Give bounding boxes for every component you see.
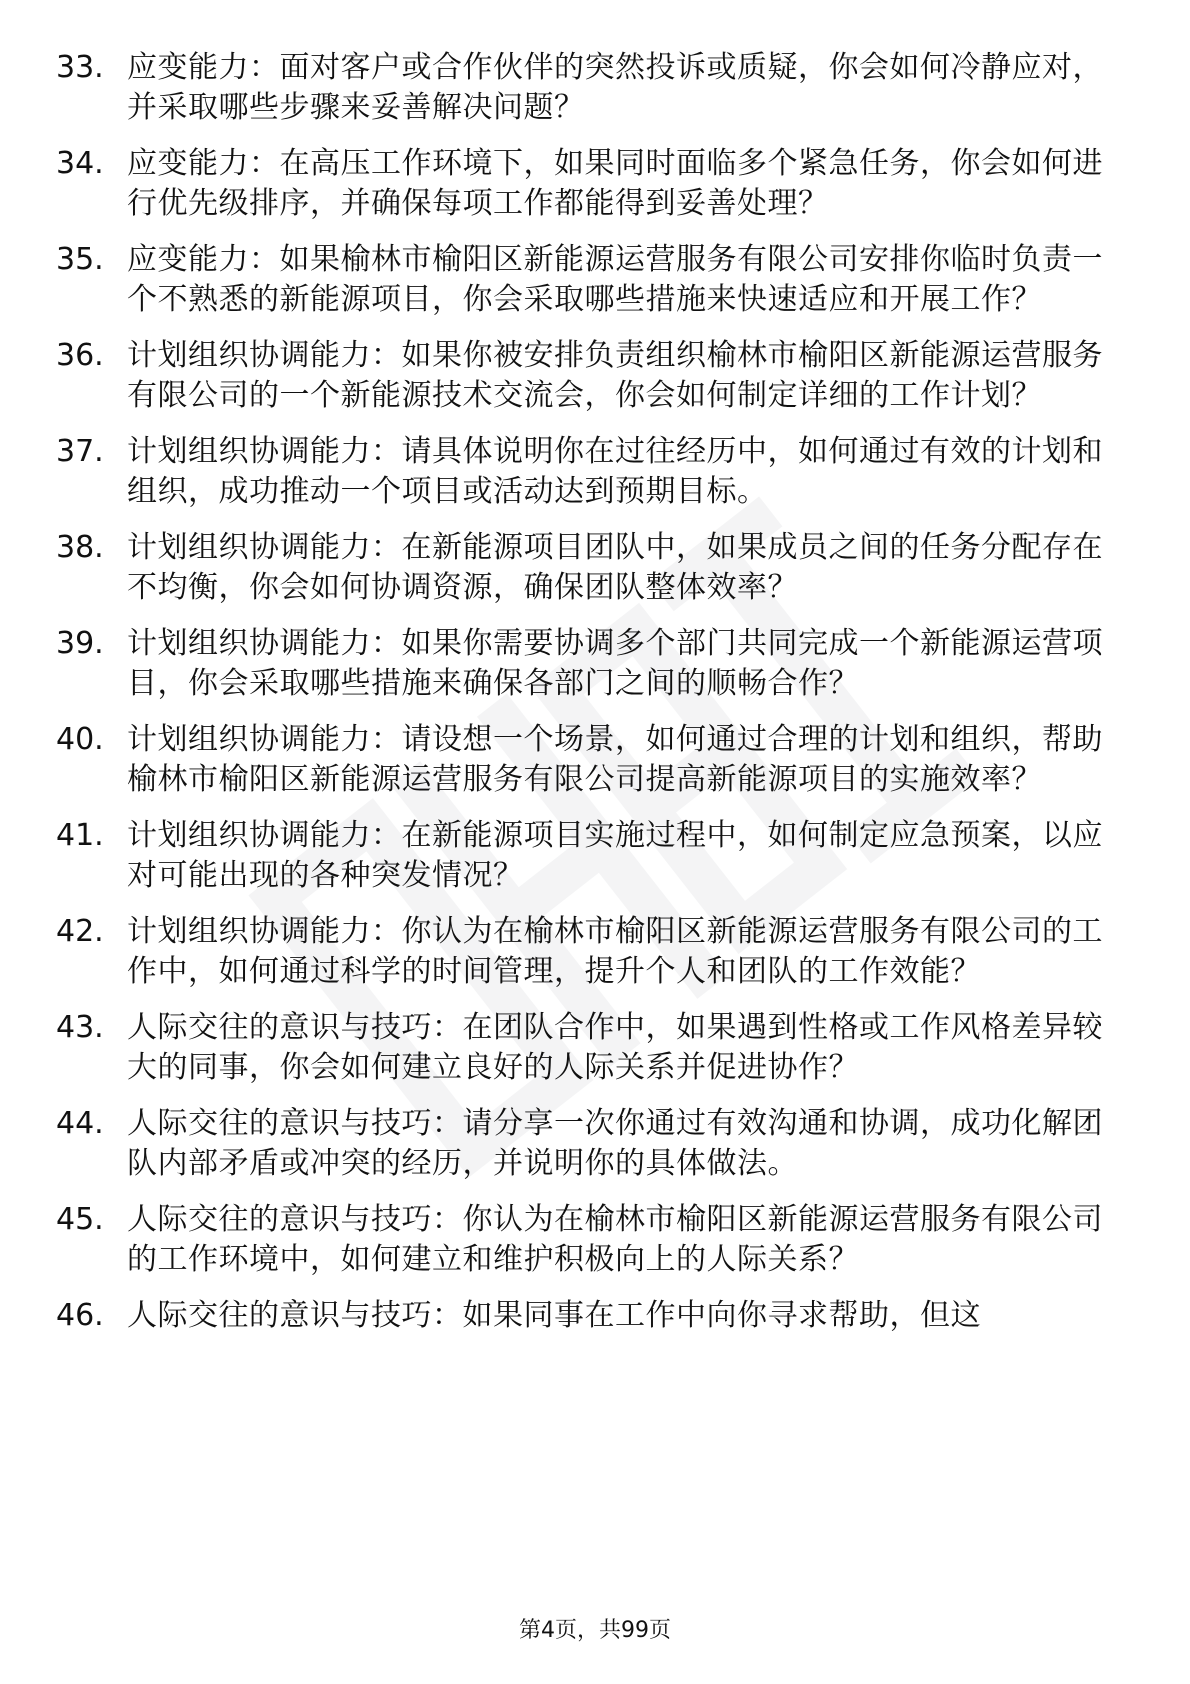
- list-item: [0, 1296, 1190, 1336]
- question-text: 人际交往的意识与技巧：你认为在榆林市榆阳区新能源运营服务有限公司的工作环境中，如何建立和维护积极向上的人际关系？: [127, 1202, 1103, 1277]
- list-item: [0, 720, 1190, 800]
- question-number: 33.: [56, 50, 104, 85]
- page-number-footer: 第4页，共99页: [519, 1618, 671, 1643]
- question-number: 45.: [56, 1202, 104, 1237]
- question-number: 35.: [56, 242, 104, 277]
- list-item: [0, 816, 1190, 896]
- question-text: 计划组织协调能力：如果你需要协调多个部门共同完成一个新能源运营项目，你会采取哪些措施来确保各部门之间的顺畅合作？: [127, 626, 1103, 701]
- question-number: 41.: [56, 818, 104, 853]
- list-item: [0, 912, 1190, 992]
- question-number: 43.: [56, 1010, 104, 1045]
- question-text: 计划组织协调能力：如果你被安排负责组织榆林市榆阳区新能源运营服务有限公司的一个新能源技术交流会，你会如何制定详细的工作计划？: [127, 338, 1103, 413]
- question-number: 34.: [56, 146, 104, 181]
- question-text: 应变能力：在高压工作环境下，如果同时面临多个紧急任务，你会如何进行优先级排序，并确保每项工作都能得到妥善处理？: [127, 146, 1103, 221]
- question-text: 计划组织协调能力：请设想一个场景，如何通过合理的计划和组织，帮助榆林市榆阳区新能源运营服务有限公司提高新能源项目的实施效率？: [127, 722, 1103, 797]
- list-item: [0, 240, 1190, 320]
- question-number: 37.: [56, 434, 104, 469]
- list-item: [0, 432, 1190, 512]
- question-number: 40.: [56, 722, 104, 757]
- question-number: 39.: [56, 626, 104, 661]
- question-number: 44.: [56, 1106, 104, 1141]
- question-text: 应变能力：面对客户或合作伙伴的突然投诉或质疑，你会如何冷静应对，并采取哪些步骤来妥善解决问题？: [127, 50, 1103, 125]
- question-text: 计划组织协调能力：在新能源项目实施过程中，如何制定应急预案，以应对可能出现的各种突发情况？: [127, 818, 1103, 893]
- question-text: 计划组织协调能力：请具体说明你在过往经历中，如何通过有效的计划和组织，成功推动一个项目或活动达到预期目标。: [127, 434, 1103, 509]
- list-item: [0, 1008, 1190, 1088]
- question-text: 应变能力：如果榆林市榆阳区新能源运营服务有限公司安排你临时负责一个不熟悉的新能源项目，你会采取哪些措施来快速适应和开展工作？: [127, 242, 1103, 317]
- list-item: [0, 1200, 1190, 1280]
- list-item: [0, 1104, 1190, 1184]
- question-number: 36.: [56, 338, 104, 373]
- question-text: 人际交往的意识与技巧：如果同事在工作中向你寻求帮助，但这: [127, 1298, 981, 1333]
- list-item: [0, 144, 1190, 224]
- list-item: [0, 336, 1190, 416]
- question-text: 计划组织协调能力：在新能源项目团队中，如果成员之间的任务分配存在不均衡，你会如何协调资源，确保团队整体效率？: [127, 530, 1103, 605]
- list-item: [0, 48, 1190, 128]
- question-number: 46.: [56, 1298, 104, 1333]
- question-number: 42.: [56, 914, 104, 949]
- question-text: 人际交往的意识与技巧：请分享一次你通过有效沟通和协调，成功化解团队内部矛盾或冲突的经历，并说明你的具体做法。: [127, 1106, 1103, 1181]
- list-item: [0, 624, 1190, 704]
- question-text: 计划组织协调能力：你认为在榆林市榆阳区新能源运营服务有限公司的工作中，如何通过科学的时间管理，提升个人和团队的工作效能？: [127, 914, 1103, 989]
- question-text: 人际交往的意识与技巧：在团队合作中，如果遇到性格或工作风格差异较大的同事，你会如何建立良好的人际关系并促进协作？: [127, 1010, 1103, 1085]
- list-item: [0, 528, 1190, 608]
- question-list: [0, 48, 1190, 1352]
- question-number: 38.: [56, 530, 104, 565]
